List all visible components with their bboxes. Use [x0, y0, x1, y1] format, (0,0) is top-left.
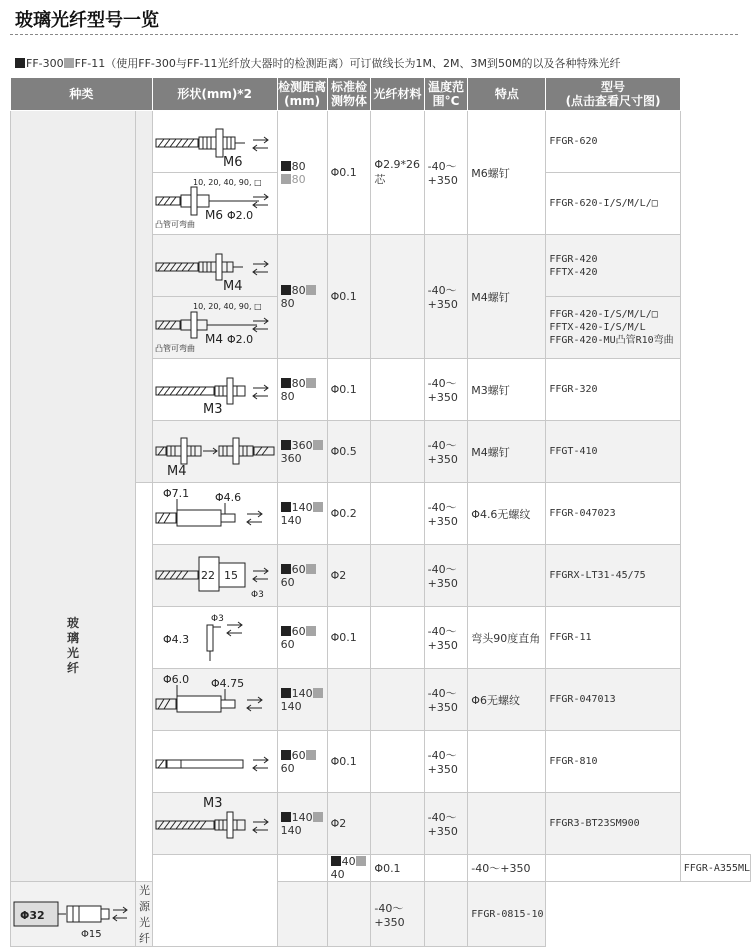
material-cell	[327, 882, 371, 947]
subcategory-cell-1	[136, 111, 153, 483]
diagram-m4-tube	[153, 297, 277, 355]
fiber-table	[10, 77, 751, 947]
distance-cell: 光源光纤	[136, 882, 153, 947]
temp-cell: -40～+350	[424, 235, 468, 359]
header-model-l1: 型号	[601, 80, 626, 94]
feature-cell: Φ4.6无螺纹	[468, 483, 546, 545]
svg-text:Φ32: Φ32	[20, 908, 45, 922]
model-cell[interactable]: FFGR-11	[546, 607, 680, 669]
model-cell[interactable]: FFGR-047013	[546, 669, 680, 731]
temp-cell: -40～+350	[424, 421, 468, 483]
material-cell	[371, 607, 424, 669]
shape-diagram	[152, 235, 277, 297]
shape-diagram	[152, 111, 277, 173]
feature-cell: M4螺钉	[468, 421, 546, 483]
category-cell	[11, 111, 136, 882]
shape-diagram	[152, 359, 277, 421]
svg-text:Φ4.6: Φ4.6	[214, 491, 241, 504]
material-cell	[371, 545, 424, 607]
intro-part-b: FF-11（使用FF-300与FF-11光纤放大器时的检测距离）可订做线长为1M、2M、3M到50M的以及各种特殊光纤	[74, 57, 621, 70]
intro-part-a: FF-300	[26, 57, 64, 70]
material-cell	[371, 793, 424, 855]
feature-cell	[546, 855, 680, 882]
subcategory-cell-3	[152, 855, 277, 947]
header-shape: 形状(mm)*2	[152, 78, 277, 111]
feature-cell: M4螺钉	[468, 235, 546, 359]
svg-text:M3: M3	[202, 402, 223, 417]
model-cell[interactable]: FFGR-420-I/S/M/L/□ FFTX-420-I/S/M/L FFGR-420-MU凸管R10弯曲	[546, 297, 680, 359]
model-cell[interactable]: FFGR-620-I/S/M/L/□	[546, 173, 680, 235]
model-cell[interactable]: FFGR-420 FFTX-420	[546, 235, 680, 297]
distance-cell: 8080	[277, 235, 327, 359]
object-cell: Φ0.1	[327, 111, 371, 235]
temp-cell: -40～+350	[468, 855, 546, 882]
distance-cell: 140140	[277, 483, 327, 545]
object-cell: Φ0.1	[327, 235, 371, 359]
diagram-lt31	[153, 545, 277, 603]
svg-text:M4: M4	[166, 464, 187, 479]
object-cell: Φ2	[327, 545, 371, 607]
feature-cell	[424, 882, 468, 947]
header-model[interactable]	[546, 78, 680, 111]
temp-cell: -40～+350	[424, 607, 468, 669]
shape-diagram	[277, 855, 327, 882]
distance-cell: 80 80	[277, 111, 327, 235]
subcategory-cell-2	[136, 483, 153, 882]
object-cell: Φ2	[327, 793, 371, 855]
diagram-right-angle	[153, 607, 277, 665]
shape-diagram	[152, 607, 277, 669]
category-label: 玻璃光纤	[66, 616, 79, 675]
distance-cell: 8080	[277, 359, 327, 421]
svg-text:Φ7.1: Φ7.1	[162, 487, 189, 500]
svg-text:M6: M6	[204, 208, 223, 222]
object-cell: Φ0.2	[327, 483, 371, 545]
svg-text:M3: M3	[202, 796, 223, 811]
feature-cell: Φ6无螺纹	[468, 669, 546, 731]
feature-cell: 弯头90度直角	[468, 607, 546, 669]
material-cell	[371, 235, 424, 359]
title-divider	[10, 34, 738, 35]
model-cell[interactable]: FFGR-A355ML	[680, 855, 750, 882]
temp-cell: -40～+350	[424, 669, 468, 731]
temp-cell: -40～+350	[424, 111, 468, 235]
shape-diagram	[152, 421, 277, 483]
material-cell	[371, 359, 424, 421]
shape-diagram	[152, 483, 277, 545]
object-cell: Φ0.1	[327, 731, 371, 793]
temp-cell: -40～+350	[371, 882, 424, 947]
shape-diagram	[152, 545, 277, 607]
diagram-m4-straight	[153, 235, 277, 293]
distance-cell: 140140	[277, 793, 327, 855]
feature-cell	[468, 793, 546, 855]
header-object: 标准检测物体	[327, 78, 371, 111]
object-cell: Φ0.1	[371, 855, 424, 882]
svg-text:凸管可弯曲: 凸管可弯曲	[154, 220, 195, 229]
table-row	[11, 882, 751, 947]
svg-text:10, 20, 40, 90, □: 10, 20, 40, 90, □	[192, 178, 262, 187]
distance-cell: 6060	[277, 545, 327, 607]
table-row	[11, 111, 751, 173]
temp-cell: -40～+350	[424, 793, 468, 855]
material-cell	[371, 669, 424, 731]
model-cell[interactable]: FFGR3-BT23SM900	[546, 793, 680, 855]
object-cell	[277, 882, 327, 947]
distance-cell: 4040	[327, 855, 371, 882]
distance-cell: 6060	[277, 731, 327, 793]
material-cell: Φ2.9*26芯	[371, 111, 424, 235]
diagram-light-source	[11, 884, 135, 942]
shape-diagram	[152, 793, 277, 855]
model-cell[interactable]: FFGR-047023	[546, 483, 680, 545]
model-cell[interactable]: FFGR-620	[546, 111, 680, 173]
svg-text:Φ4.3: Φ4.3	[162, 633, 189, 646]
svg-text:15: 15	[223, 569, 238, 582]
header-temp: 温度范围°C	[424, 78, 468, 111]
material-cell	[371, 731, 424, 793]
shape-diagram	[152, 669, 277, 731]
temp-cell: -40～+350	[424, 359, 468, 421]
diagram-m3	[153, 359, 277, 417]
distance-cell: 140140	[277, 669, 327, 731]
svg-text:M4: M4	[204, 332, 223, 346]
feature-cell: M6螺钉	[468, 111, 546, 235]
label-m6: M6	[222, 155, 243, 169]
model-cell[interactable]: FFGR-320	[546, 359, 680, 421]
swatch-light	[64, 58, 74, 68]
header-feature: 特点	[468, 78, 546, 111]
object-cell: Φ0.5	[327, 421, 371, 483]
svg-text:Φ4.75: Φ4.75	[210, 677, 244, 690]
diagram-m6-tube	[153, 173, 277, 231]
svg-text:22: 22	[200, 569, 215, 582]
svg-text:10, 20, 40, 90, □: 10, 20, 40, 90, □	[192, 302, 262, 311]
distance-cell: 360360	[277, 421, 327, 483]
temp-cell: -40～+350	[424, 483, 468, 545]
material-cell	[371, 483, 424, 545]
feature-cell	[468, 731, 546, 793]
diagram-phi60	[153, 669, 277, 727]
diagram-flat	[153, 731, 277, 789]
header-category: 种类	[11, 78, 153, 111]
model-cell[interactable]: FFGT-410	[546, 421, 680, 483]
svg-text:Φ3: Φ3	[250, 590, 264, 600]
shape-diagram	[152, 173, 277, 235]
material-cell	[371, 421, 424, 483]
object-cell: Φ0.1	[327, 359, 371, 421]
svg-text:凸管可弯曲: 凸管可弯曲	[154, 344, 195, 353]
header-material: 光纤材料	[371, 78, 424, 111]
svg-text:Φ2.0: Φ2.0	[226, 333, 253, 346]
diagram-m6-straight	[153, 111, 277, 169]
material-cell	[424, 855, 468, 882]
model-cell[interactable]: FFGRX-LT31-45/75	[546, 545, 680, 607]
shape-diagram	[152, 731, 277, 793]
svg-text:Φ15: Φ15	[81, 928, 102, 940]
table-header-row	[11, 78, 751, 111]
object-cell	[327, 669, 371, 731]
shape-diagram	[152, 297, 277, 359]
temp-cell: -40～+350	[424, 545, 468, 607]
page-title: 玻璃光纤型号一览	[15, 10, 159, 31]
model-cell[interactable]: FFGR-810	[546, 731, 680, 793]
header-model-l2: (点击查看尺寸图)	[565, 94, 661, 108]
temp-cell: -40～+350	[424, 731, 468, 793]
header-distance: 检测距离(mm)	[277, 78, 327, 111]
object-cell: Φ0.1	[327, 607, 371, 669]
feature-cell	[468, 545, 546, 607]
feature-cell: M3螺钉	[468, 359, 546, 421]
distance-cell: 6060	[277, 607, 327, 669]
diagram-m4-opposed	[153, 421, 277, 479]
intro-text	[15, 55, 620, 71]
svg-text:M4: M4	[222, 279, 243, 293]
svg-text:Φ6.0: Φ6.0	[162, 673, 189, 686]
diagram-m3-bt	[153, 793, 277, 851]
swatch-dark	[15, 58, 25, 68]
shape-diagram	[11, 882, 136, 947]
svg-text:Φ3: Φ3	[210, 614, 224, 624]
model-cell[interactable]: FFGR-0815-10	[468, 882, 546, 947]
svg-text:Φ2.0: Φ2.0	[226, 209, 253, 222]
diagram-phi71	[153, 483, 277, 541]
